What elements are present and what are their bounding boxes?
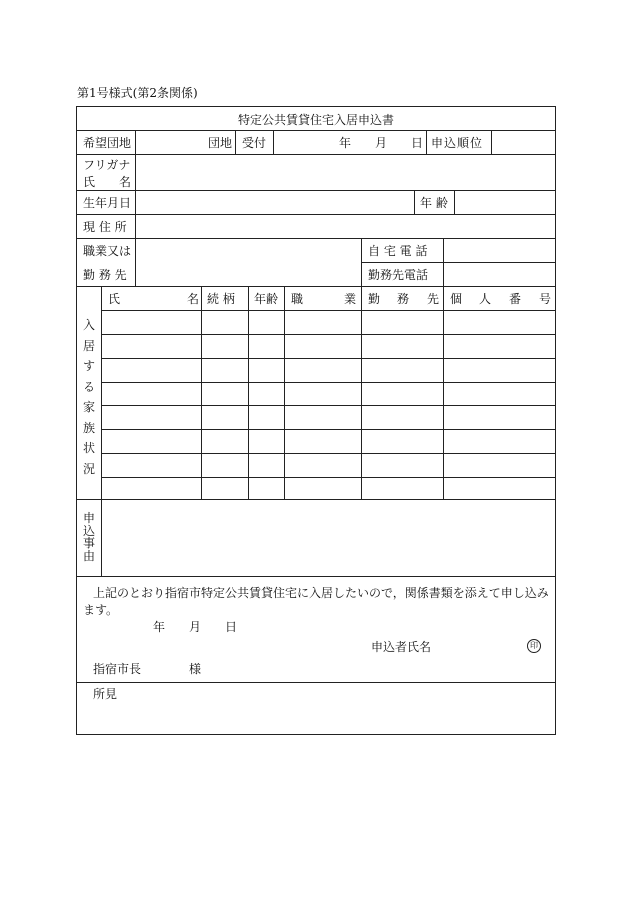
line-phone-mid (361, 262, 555, 263)
family-header-name-a: 氏 (108, 292, 121, 306)
vline (273, 130, 274, 154)
seal-mark-icon: 印 (527, 639, 541, 653)
line-row1-bottom (77, 154, 555, 155)
line-declaration-bottom (77, 682, 555, 683)
reception-year: 年 (339, 136, 352, 150)
family-status-side-label-char: 族 (82, 420, 95, 435)
family-header-name-b: 名 (187, 292, 200, 306)
line-family-r3 (101, 382, 555, 383)
vline (361, 238, 362, 286)
vline (454, 190, 455, 214)
mayor-honorific: 様 (189, 662, 202, 676)
family-header-num-c: 番 (509, 292, 522, 306)
family-status-side-label-char: 入 (82, 318, 95, 332)
declaration-day: 日 (225, 620, 238, 634)
family-header-num-a: 個 (450, 292, 463, 306)
reason-side-label-char: 込 (82, 523, 95, 538)
declaration-year: 年 (153, 620, 166, 634)
line-name-bottom (77, 190, 555, 191)
job-label-2: 勤 務 先 (83, 268, 127, 282)
form-title: 特定公共賃貸住宅入居申込書 (237, 113, 394, 127)
line-address-bottom (77, 238, 555, 239)
name-label-shi: 氏 (83, 175, 96, 189)
line-family-r1 (101, 334, 555, 335)
declaration-month: 月 (189, 620, 202, 634)
vline (135, 130, 136, 154)
opinion-label: 所見 (93, 687, 118, 701)
family-header-age: 年齢 (254, 292, 279, 306)
vline (248, 286, 249, 499)
vline (491, 130, 492, 154)
family-status-side-label-char: 状 (82, 441, 95, 455)
birthdate-label: 生年月日 (83, 196, 132, 210)
vline (235, 130, 236, 154)
desired-danchi-label: 希望団地 (83, 136, 132, 150)
vline (443, 238, 444, 286)
line-reason-bottom (77, 576, 555, 577)
vline (361, 286, 362, 499)
line-family-r7 (101, 477, 555, 478)
family-header-job-b: 業 (344, 292, 357, 306)
vline-label-col (135, 154, 136, 286)
reason-side-label-char: 由 (82, 548, 95, 563)
vline (414, 190, 415, 214)
family-status-side-label-char: 家 (82, 400, 95, 414)
vline (201, 286, 202, 499)
form-number-caption: 第1号様式(第2条関係) (77, 86, 198, 100)
reception-label: 受付 (242, 136, 267, 150)
reason-side-label-char: 事 (82, 536, 95, 550)
mayor-label: 指宿市長 (93, 662, 142, 676)
family-status-side-label-char: 居 (82, 338, 95, 353)
application-form (76, 106, 556, 735)
job-label-1: 職業又は (83, 244, 132, 258)
address-label: 現 住 所 (83, 220, 127, 234)
family-header-job-a: 職 (291, 292, 304, 306)
family-status-side-label-char: す (82, 359, 95, 373)
family-header-work-a: 勤 (368, 292, 381, 306)
applicant-name-label: 申込者氏名 (371, 640, 432, 654)
vline-side-col (101, 286, 102, 576)
vline (284, 286, 285, 499)
line-title-bottom (77, 130, 555, 131)
family-header-work-c: 先 (427, 292, 440, 306)
declaration-line-2: ます。 (83, 603, 119, 617)
line-family-r2 (101, 358, 555, 359)
family-header-num-d: 号 (539, 292, 552, 306)
family-header-num-b: 人 (479, 292, 492, 306)
vline (443, 286, 444, 499)
family-status-side-label-char: 況 (82, 461, 95, 476)
line-family-r6 (101, 453, 555, 454)
age-label: 年 齢 (420, 196, 448, 210)
vline (426, 130, 427, 154)
line-family-r5 (101, 429, 555, 430)
reason-side-label-char: 申 (82, 511, 95, 525)
declaration-line-1: 上記のとおり指宿市特定公共賃貸住宅に入居したいので，関係書類を添えて申し込み (93, 586, 549, 600)
line-family-header (101, 310, 555, 311)
family-header-relation: 続 柄 (207, 292, 235, 306)
name-label-mei: 名 (119, 175, 132, 189)
line-job-bottom (77, 286, 555, 287)
line-family-r4 (101, 405, 555, 406)
furigana-label: フリガナ (83, 158, 131, 172)
family-header-work-b: 務 (397, 292, 410, 306)
reception-day: 日 (411, 136, 424, 150)
work-phone-label: 勤務先電話 (368, 268, 429, 282)
home-phone-label: 自 宅 電 話 (368, 244, 428, 258)
danchi-suffix: 団地 (208, 136, 233, 150)
reception-month: 月 (375, 136, 388, 150)
line-family-bottom (77, 499, 555, 500)
family-status-side-label-char: る (82, 379, 95, 394)
order-label: 申込順位 (431, 136, 484, 150)
line-birth-bottom (77, 214, 555, 215)
